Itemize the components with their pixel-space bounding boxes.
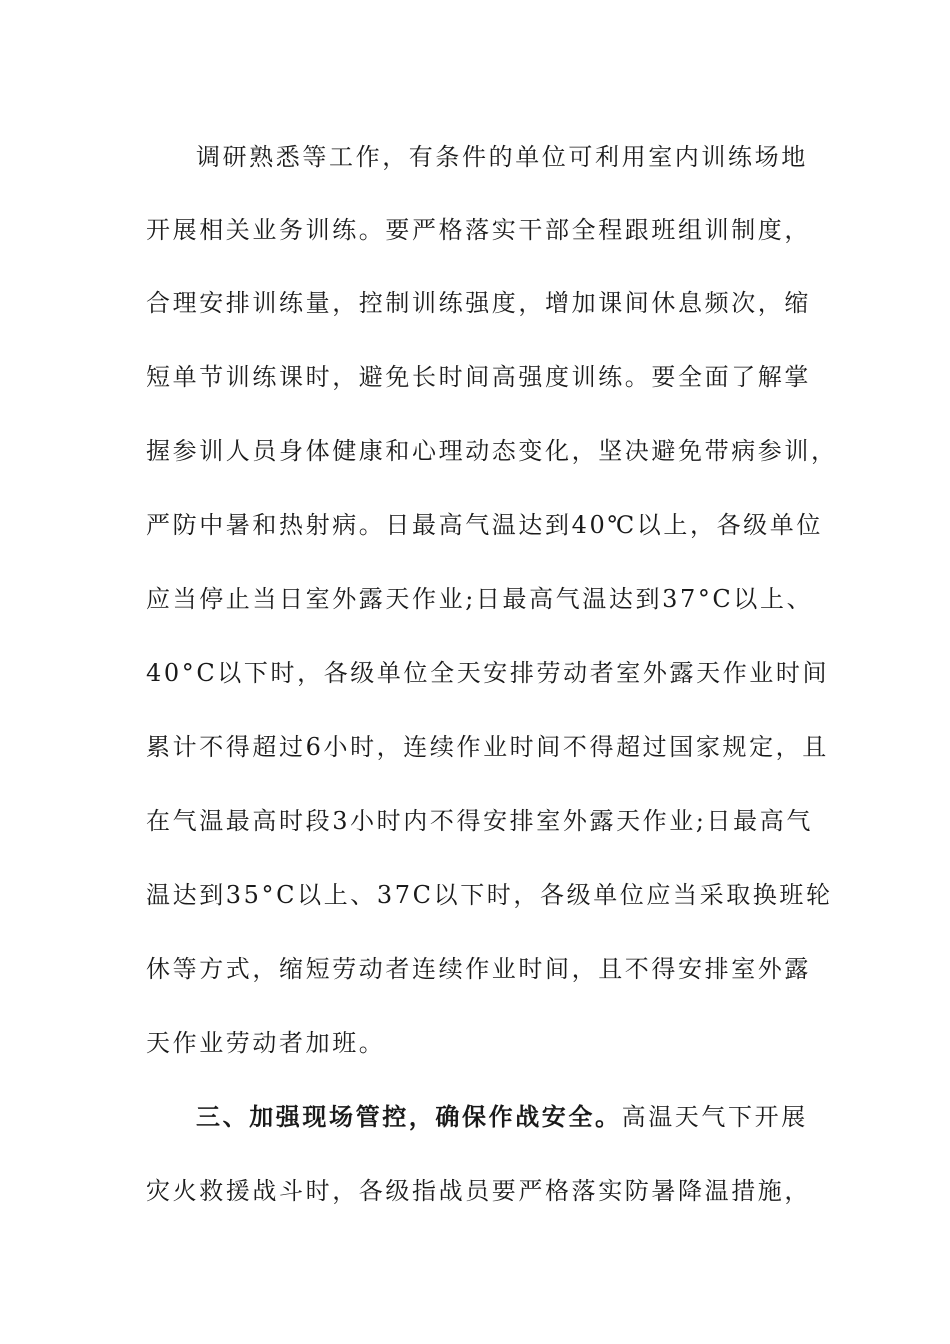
paragraph-line-11: 温达到35°C以上、37C以下时，各级单位应当采取换班轮 <box>146 881 833 909</box>
paragraph-line-7: 应当停止当日室外露天作业;日最高气温达到37°C以上、 <box>146 585 814 613</box>
section-3-line-2: 灾火救援战斗时，各级指战员要严格落实防暑降温措施， <box>146 1177 811 1205</box>
section-3-heading: 三、加强现场管控，确保作战安全。 <box>196 1102 622 1131</box>
paragraph-line-5: 握参训人员身体健康和心理动态变化，坚决避免带病参训， <box>146 437 838 465</box>
paragraph-line-3: 合理安排训练量，控制训练强度，增加课间休息频次，缩 <box>146 289 811 317</box>
paragraph-line-2: 开展相关业务训练。要严格落实干部全程跟班组训制度， <box>146 216 811 244</box>
paragraph-line-9: 累计不得超过6小时，连续作业时间不得超过国家规定，且 <box>146 733 829 761</box>
paragraph-line-13: 天作业劳动者加班。 <box>146 1029 386 1057</box>
paragraph-line-12: 休等方式，缩短劳动者连续作业时间，且不得安排室外露 <box>146 955 811 983</box>
paragraph-line-1: 调研熟悉等工作，有条件的单位可利用室内训练场地 <box>196 143 808 171</box>
paragraph-line-4: 短单节训练课时，避免长时间高强度训练。要全面了解掌 <box>146 363 811 391</box>
section-3-first-line <box>196 1102 876 1132</box>
paragraph-line-10: 在气温最高时段3小时内不得安排室外露天作业;日最高气 <box>146 807 813 835</box>
section-3-text: 高温天气下开展 <box>621 1103 808 1131</box>
paragraph-line-6: 严防中暑和热射病。日最高气温达到40℃以上，各级单位 <box>146 511 823 539</box>
paragraph-line-8: 40°C以下时，各级单位全天安排劳动者室外露天作业时间 <box>146 659 830 687</box>
